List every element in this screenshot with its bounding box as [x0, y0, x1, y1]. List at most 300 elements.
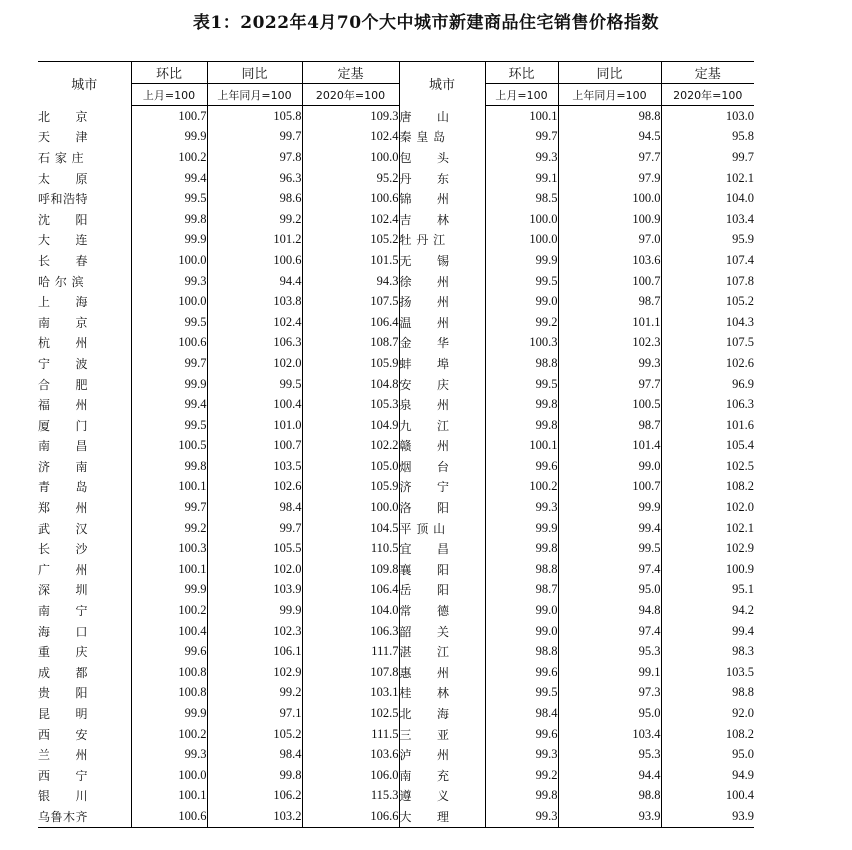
- table-row: [38, 230, 754, 251]
- right-city-cell: 锦 州: [399, 188, 485, 209]
- right-yoy-cell: 101.4: [558, 436, 661, 457]
- table-row: [38, 641, 754, 662]
- left-city-cell: 青 岛: [38, 480, 89, 495]
- left-fixed-cell: 105.9: [302, 353, 399, 374]
- left-yoy-cell: 102.4: [207, 312, 302, 333]
- right-city-cell: 九 江: [399, 415, 485, 436]
- left-mom-cell: 99.8: [131, 456, 207, 477]
- right-fixed-cell: 99.4: [661, 621, 754, 642]
- right-mom-cell: 99.5: [485, 271, 558, 292]
- table-row: [38, 806, 754, 827]
- left-mom-cell: 100.8: [131, 683, 207, 704]
- left-mom-cell: 99.6: [131, 641, 207, 662]
- left-mom-cell: 99.3: [131, 271, 207, 292]
- left-fixed-cell: 102.4: [302, 127, 399, 148]
- right-mom-cell: 99.0: [485, 600, 558, 621]
- left-fixed-cell: 109.8: [302, 559, 399, 580]
- right-fixed-cell: 92.0: [661, 703, 754, 724]
- right-city-cell: 北 海: [399, 703, 485, 724]
- left-yoy-cell: 102.0: [207, 353, 302, 374]
- left-mom-cell: 99.4: [131, 394, 207, 415]
- right-mom-cell: 99.3: [485, 497, 558, 518]
- right-fixed-cell: 101.6: [661, 415, 754, 436]
- table-row: [38, 600, 754, 621]
- right-city-cell: 徐 州: [399, 271, 485, 292]
- left-city-cell: 合 肥: [38, 377, 89, 392]
- header-mom-base-left: 上月=100: [131, 84, 207, 106]
- right-mom-cell: 99.8: [485, 538, 558, 559]
- header-fixed-base-left: 2020年=100: [302, 84, 399, 106]
- left-yoy-cell: 98.6: [207, 188, 302, 209]
- header-mom-right: 环比: [485, 62, 558, 84]
- table-row: [38, 724, 754, 745]
- right-mom-cell: 99.6: [485, 724, 558, 745]
- right-city-cell: 包 头: [399, 147, 485, 168]
- left-city-cell: 北 京: [38, 109, 89, 124]
- right-fixed-cell: 93.9: [661, 806, 754, 827]
- table-row: [38, 394, 754, 415]
- table-row: [38, 250, 754, 271]
- left-fixed-cell: 111.5: [302, 724, 399, 745]
- right-fixed-cell: 96.9: [661, 374, 754, 395]
- right-city-cell: 扬 州: [399, 291, 485, 312]
- right-yoy-cell: 93.9: [558, 806, 661, 827]
- left-city-cell: 上 海: [38, 295, 89, 310]
- left-mom-cell: 99.4: [131, 168, 207, 189]
- left-yoy-cell: 103.9: [207, 580, 302, 601]
- left-fixed-cell: 107.5: [302, 291, 399, 312]
- right-city-cell: 赣 州: [399, 436, 485, 457]
- left-mom-cell: 99.3: [131, 744, 207, 765]
- left-mom-cell: 99.7: [131, 353, 207, 374]
- right-yoy-cell: 97.4: [558, 559, 661, 580]
- table-row: [38, 147, 754, 168]
- right-fixed-cell: 108.2: [661, 477, 754, 498]
- left-fixed-cell: 105.3: [302, 394, 399, 415]
- table-title: 表1：2022年4月70个大中城市新建商品住宅销售价格指数: [192, 13, 660, 33]
- right-mom-cell: 100.3: [485, 333, 558, 354]
- left-city-cell: 武 汉: [38, 521, 89, 536]
- left-city-cell: 深 圳: [38, 583, 89, 598]
- left-mom-cell: 100.1: [131, 786, 207, 807]
- right-mom-cell: 99.6: [485, 456, 558, 477]
- left-mom-cell: 99.5: [131, 188, 207, 209]
- left-city-cell: 银 川: [38, 789, 89, 804]
- right-mom-cell: 100.1: [485, 436, 558, 457]
- right-yoy-cell: 99.3: [558, 353, 661, 374]
- right-yoy-cell: 95.0: [558, 703, 661, 724]
- right-fixed-cell: 98.3: [661, 641, 754, 662]
- table-row: [38, 106, 754, 127]
- table-row: [38, 188, 754, 209]
- right-mom-cell: 98.8: [485, 641, 558, 662]
- right-fixed-cell: 103.4: [661, 209, 754, 230]
- left-yoy-cell: 97.8: [207, 147, 302, 168]
- left-fixed-cell: 106.4: [302, 312, 399, 333]
- left-yoy-cell: 105.8: [207, 106, 302, 127]
- right-fixed-cell: 105.2: [661, 291, 754, 312]
- left-city-cell: 郑 州: [38, 501, 89, 516]
- left-fixed-cell: 103.1: [302, 683, 399, 704]
- right-yoy-cell: 99.5: [558, 538, 661, 559]
- table-row: [38, 559, 754, 580]
- left-fixed-cell: 95.2: [302, 168, 399, 189]
- left-mom-cell: 100.4: [131, 621, 207, 642]
- right-city-cell: 蚌 埠: [399, 353, 485, 374]
- left-yoy-cell: 103.8: [207, 291, 302, 312]
- left-mom-cell: 100.3: [131, 538, 207, 559]
- left-city-cell: 长 沙: [38, 542, 89, 557]
- table-row: [38, 374, 754, 395]
- left-mom-cell: 99.9: [131, 580, 207, 601]
- left-mom-cell: 99.9: [131, 703, 207, 724]
- right-yoy-cell: 99.1: [558, 662, 661, 683]
- right-city-cell: 襄 阳: [399, 559, 485, 580]
- left-city-cell: 乌鲁木齐: [38, 806, 131, 827]
- right-fixed-cell: 102.9: [661, 538, 754, 559]
- right-fixed-cell: 100.4: [661, 786, 754, 807]
- left-mom-cell: 100.0: [131, 765, 207, 786]
- right-fixed-cell: 107.5: [661, 333, 754, 354]
- right-fixed-cell: 95.0: [661, 744, 754, 765]
- header-fixed-left: 定基: [302, 62, 399, 84]
- right-mom-cell: 99.3: [485, 744, 558, 765]
- left-yoy-cell: 99.7: [207, 518, 302, 539]
- table-row: [38, 518, 754, 539]
- right-yoy-cell: 97.3: [558, 683, 661, 704]
- right-fixed-cell: 104.3: [661, 312, 754, 333]
- right-mom-cell: 99.7: [485, 127, 558, 148]
- right-mom-cell: 99.3: [485, 806, 558, 827]
- table-row: [38, 621, 754, 642]
- right-fixed-cell: 102.0: [661, 497, 754, 518]
- right-yoy-cell: 95.3: [558, 744, 661, 765]
- left-yoy-cell: 106.1: [207, 641, 302, 662]
- left-yoy-cell: 99.7: [207, 127, 302, 148]
- left-yoy-cell: 101.0: [207, 415, 302, 436]
- right-city-cell: 湛 江: [399, 641, 485, 662]
- table-row: [38, 127, 754, 148]
- header-yoy-base-right: 上年同月=100: [558, 84, 661, 106]
- left-mom-cell: 100.7: [131, 106, 207, 127]
- left-yoy-cell: 97.1: [207, 703, 302, 724]
- left-city-cell: 沈 阳: [38, 212, 89, 227]
- right-mom-cell: 99.5: [485, 683, 558, 704]
- left-mom-cell: 99.9: [131, 230, 207, 251]
- right-city-cell: 常 德: [399, 600, 485, 621]
- right-yoy-cell: 99.9: [558, 497, 661, 518]
- left-yoy-cell: 100.6: [207, 250, 302, 271]
- right-fixed-cell: 108.2: [661, 724, 754, 745]
- table-row: [38, 765, 754, 786]
- right-mom-cell: 99.0: [485, 621, 558, 642]
- left-yoy-cell: 99.2: [207, 209, 302, 230]
- right-city-cell: 温 州: [399, 312, 485, 333]
- left-city-cell: 天 津: [38, 130, 89, 145]
- right-fixed-cell: 103.5: [661, 662, 754, 683]
- left-yoy-cell: 103.2: [207, 806, 302, 827]
- left-fixed-cell: 103.6: [302, 744, 399, 765]
- left-fixed-cell: 104.5: [302, 518, 399, 539]
- right-yoy-cell: 100.5: [558, 394, 661, 415]
- left-yoy-cell: 99.9: [207, 600, 302, 621]
- right-fixed-cell: 94.2: [661, 600, 754, 621]
- left-mom-cell: 99.2: [131, 518, 207, 539]
- left-city-cell: 昆 明: [38, 707, 89, 722]
- left-yoy-cell: 106.2: [207, 786, 302, 807]
- left-mom-cell: 100.6: [131, 333, 207, 354]
- table-row: [38, 703, 754, 724]
- table-row: [38, 744, 754, 765]
- right-fixed-cell: 99.7: [661, 147, 754, 168]
- right-city-cell: 安 庆: [399, 374, 485, 395]
- left-fixed-cell: 102.4: [302, 209, 399, 230]
- right-yoy-cell: 98.7: [558, 415, 661, 436]
- table-row: [38, 436, 754, 457]
- left-city-cell: 西 宁: [38, 768, 89, 783]
- right-mom-cell: 99.8: [485, 415, 558, 436]
- right-mom-cell: 100.1: [485, 106, 558, 127]
- table-row: [38, 497, 754, 518]
- left-yoy-cell: 102.3: [207, 621, 302, 642]
- right-mom-cell: 98.7: [485, 580, 558, 601]
- left-mom-cell: 99.8: [131, 209, 207, 230]
- right-fixed-cell: 94.9: [661, 765, 754, 786]
- header-city-left: 城市: [38, 62, 131, 106]
- right-fixed-cell: 106.3: [661, 394, 754, 415]
- left-mom-cell: 100.2: [131, 147, 207, 168]
- header-city-right: 城市: [399, 62, 485, 106]
- right-mom-cell: 99.6: [485, 662, 558, 683]
- left-city-cell: 成 都: [38, 665, 89, 680]
- right-fixed-cell: 104.0: [661, 188, 754, 209]
- price-index-table: [38, 61, 754, 828]
- right-mom-cell: 99.8: [485, 394, 558, 415]
- right-city-cell: 洛 阳: [399, 497, 485, 518]
- left-mom-cell: 100.6: [131, 806, 207, 827]
- right-mom-cell: 98.8: [485, 559, 558, 580]
- left-yoy-cell: 101.2: [207, 230, 302, 251]
- left-fixed-cell: 105.9: [302, 477, 399, 498]
- right-city-cell: 宜 昌: [399, 538, 485, 559]
- right-city-cell: 韶 关: [399, 621, 485, 642]
- left-mom-cell: 99.5: [131, 312, 207, 333]
- right-city-cell: 烟 台: [399, 456, 485, 477]
- right-city-cell: 岳 阳: [399, 580, 485, 601]
- table-row: [38, 209, 754, 230]
- left-yoy-cell: 96.3: [207, 168, 302, 189]
- right-yoy-cell: 94.4: [558, 765, 661, 786]
- right-fixed-cell: 95.9: [661, 230, 754, 251]
- left-fixed-cell: 115.3: [302, 786, 399, 807]
- right-city-cell: 济 宁: [399, 477, 485, 498]
- header-fixed-base-right: 2020年=100: [661, 84, 754, 106]
- left-fixed-cell: 104.9: [302, 415, 399, 436]
- right-city-cell: 泸 州: [399, 744, 485, 765]
- right-yoy-cell: 97.9: [558, 168, 661, 189]
- left-yoy-cell: 94.4: [207, 271, 302, 292]
- left-fixed-cell: 104.8: [302, 374, 399, 395]
- right-city-cell: 泉 州: [399, 394, 485, 415]
- right-yoy-cell: 97.4: [558, 621, 661, 642]
- left-city-cell: 西 安: [38, 727, 89, 742]
- left-mom-cell: 100.8: [131, 662, 207, 683]
- left-city-cell: 兰 州: [38, 748, 89, 763]
- left-yoy-cell: 105.5: [207, 538, 302, 559]
- left-fixed-cell: 102.2: [302, 436, 399, 457]
- left-fixed-cell: 102.5: [302, 703, 399, 724]
- table-row: [38, 538, 754, 559]
- left-yoy-cell: 102.9: [207, 662, 302, 683]
- right-city-cell: 平 顶 山: [399, 518, 485, 539]
- left-fixed-cell: 100.0: [302, 497, 399, 518]
- left-city-cell: 南 昌: [38, 439, 89, 454]
- right-yoy-cell: 103.6: [558, 250, 661, 271]
- table-row: [38, 456, 754, 477]
- left-yoy-cell: 105.2: [207, 724, 302, 745]
- left-yoy-cell: 106.3: [207, 333, 302, 354]
- right-mom-cell: 100.0: [485, 209, 558, 230]
- left-yoy-cell: 99.5: [207, 374, 302, 395]
- left-city-cell: 南 京: [38, 315, 89, 330]
- right-fixed-cell: 95.1: [661, 580, 754, 601]
- right-fixed-cell: 95.8: [661, 127, 754, 148]
- right-city-cell: 无 锡: [399, 250, 485, 271]
- right-yoy-cell: 94.5: [558, 127, 661, 148]
- right-city-cell: 惠 州: [399, 662, 485, 683]
- right-city-cell: 秦 皇 岛: [399, 127, 485, 148]
- right-fixed-cell: 100.9: [661, 559, 754, 580]
- right-yoy-cell: 98.7: [558, 291, 661, 312]
- right-fixed-cell: 107.8: [661, 271, 754, 292]
- left-mom-cell: 100.1: [131, 559, 207, 580]
- left-city-cell: 长 春: [38, 253, 89, 268]
- left-fixed-cell: 100.6: [302, 188, 399, 209]
- left-city-cell: 广 州: [38, 562, 89, 577]
- right-yoy-cell: 100.0: [558, 188, 661, 209]
- left-mom-cell: 100.5: [131, 436, 207, 457]
- table-row: [38, 662, 754, 683]
- right-mom-cell: 99.3: [485, 147, 558, 168]
- table-row: [38, 333, 754, 354]
- left-mom-cell: 100.0: [131, 250, 207, 271]
- left-city-cell: 厦 门: [38, 418, 89, 433]
- left-yoy-cell: 99.8: [207, 765, 302, 786]
- right-city-cell: 牡 丹 江: [399, 230, 485, 251]
- left-city-cell: 哈 尔 滨: [38, 274, 85, 289]
- left-city-cell: 杭 州: [38, 336, 89, 351]
- table-row: [38, 415, 754, 436]
- header-yoy-right: 同比: [558, 62, 661, 84]
- table-row: [38, 168, 754, 189]
- left-yoy-cell: 99.2: [207, 683, 302, 704]
- right-mom-cell: 99.5: [485, 374, 558, 395]
- left-city-cell: 福 州: [38, 398, 89, 413]
- right-yoy-cell: 95.3: [558, 641, 661, 662]
- left-yoy-cell: 98.4: [207, 744, 302, 765]
- left-fixed-cell: 110.5: [302, 538, 399, 559]
- table-row: [38, 353, 754, 374]
- left-mom-cell: 100.0: [131, 291, 207, 312]
- table-row: [38, 477, 754, 498]
- left-fixed-cell: 109.3: [302, 106, 399, 127]
- left-mom-cell: 100.2: [131, 724, 207, 745]
- right-fixed-cell: 102.1: [661, 518, 754, 539]
- header-yoy-base-left: 上年同月=100: [207, 84, 302, 106]
- left-fixed-cell: 107.8: [302, 662, 399, 683]
- left-fixed-cell: 106.3: [302, 621, 399, 642]
- right-yoy-cell: 100.7: [558, 477, 661, 498]
- table-row: [38, 786, 754, 807]
- left-yoy-cell: 102.0: [207, 559, 302, 580]
- right-city-cell: 遵 义: [399, 786, 485, 807]
- table-body: [38, 106, 754, 828]
- right-fixed-cell: 107.4: [661, 250, 754, 271]
- right-city-cell: 桂 林: [399, 683, 485, 704]
- right-fixed-cell: 102.6: [661, 353, 754, 374]
- left-yoy-cell: 103.5: [207, 456, 302, 477]
- right-yoy-cell: 95.0: [558, 580, 661, 601]
- right-fixed-cell: 98.8: [661, 683, 754, 704]
- table-row: [38, 580, 754, 601]
- left-yoy-cell: 100.7: [207, 436, 302, 457]
- left-city-cell: 重 庆: [38, 645, 89, 660]
- right-mom-cell: 98.5: [485, 188, 558, 209]
- right-yoy-cell: 99.4: [558, 518, 661, 539]
- right-fixed-cell: 102.1: [661, 168, 754, 189]
- right-mom-cell: 99.9: [485, 250, 558, 271]
- right-city-cell: 大 理: [399, 806, 485, 827]
- left-mom-cell: 99.7: [131, 497, 207, 518]
- right-yoy-cell: 97.7: [558, 374, 661, 395]
- right-fixed-cell: 103.0: [661, 106, 754, 127]
- left-yoy-cell: 102.6: [207, 477, 302, 498]
- table-row: [38, 312, 754, 333]
- right-fixed-cell: 105.4: [661, 436, 754, 457]
- right-city-cell: 丹 东: [399, 168, 485, 189]
- right-yoy-cell: 98.8: [558, 786, 661, 807]
- right-city-cell: 唐 山: [399, 106, 485, 127]
- right-mom-cell: 99.0: [485, 291, 558, 312]
- left-fixed-cell: 106.6: [302, 806, 399, 827]
- left-yoy-cell: 98.4: [207, 497, 302, 518]
- left-city-cell: 海 口: [38, 624, 89, 639]
- right-yoy-cell: 101.1: [558, 312, 661, 333]
- left-fixed-cell: 111.7: [302, 641, 399, 662]
- left-fixed-cell: 106.0: [302, 765, 399, 786]
- right-yoy-cell: 94.8: [558, 600, 661, 621]
- table-row: [38, 291, 754, 312]
- left-city-cell: 石 家 庄: [38, 150, 85, 165]
- left-fixed-cell: 100.0: [302, 147, 399, 168]
- table-row: [38, 683, 754, 704]
- left-fixed-cell: 94.3: [302, 271, 399, 292]
- left-city-cell: 大 连: [38, 233, 89, 248]
- header-fixed-right: 定基: [661, 62, 754, 84]
- left-city-cell: 贵 阳: [38, 686, 89, 701]
- left-fixed-cell: 105.2: [302, 230, 399, 251]
- right-mom-cell: 100.0: [485, 230, 558, 251]
- right-city-cell: 三 亚: [399, 724, 485, 745]
- left-city-cell: 太 原: [38, 171, 89, 186]
- right-yoy-cell: 97.7: [558, 147, 661, 168]
- right-mom-cell: 99.9: [485, 518, 558, 539]
- left-mom-cell: 99.9: [131, 127, 207, 148]
- right-yoy-cell: 103.4: [558, 724, 661, 745]
- right-mom-cell: 98.4: [485, 703, 558, 724]
- left-city-cell: 呼和浩特: [38, 192, 89, 207]
- right-yoy-cell: 100.7: [558, 271, 661, 292]
